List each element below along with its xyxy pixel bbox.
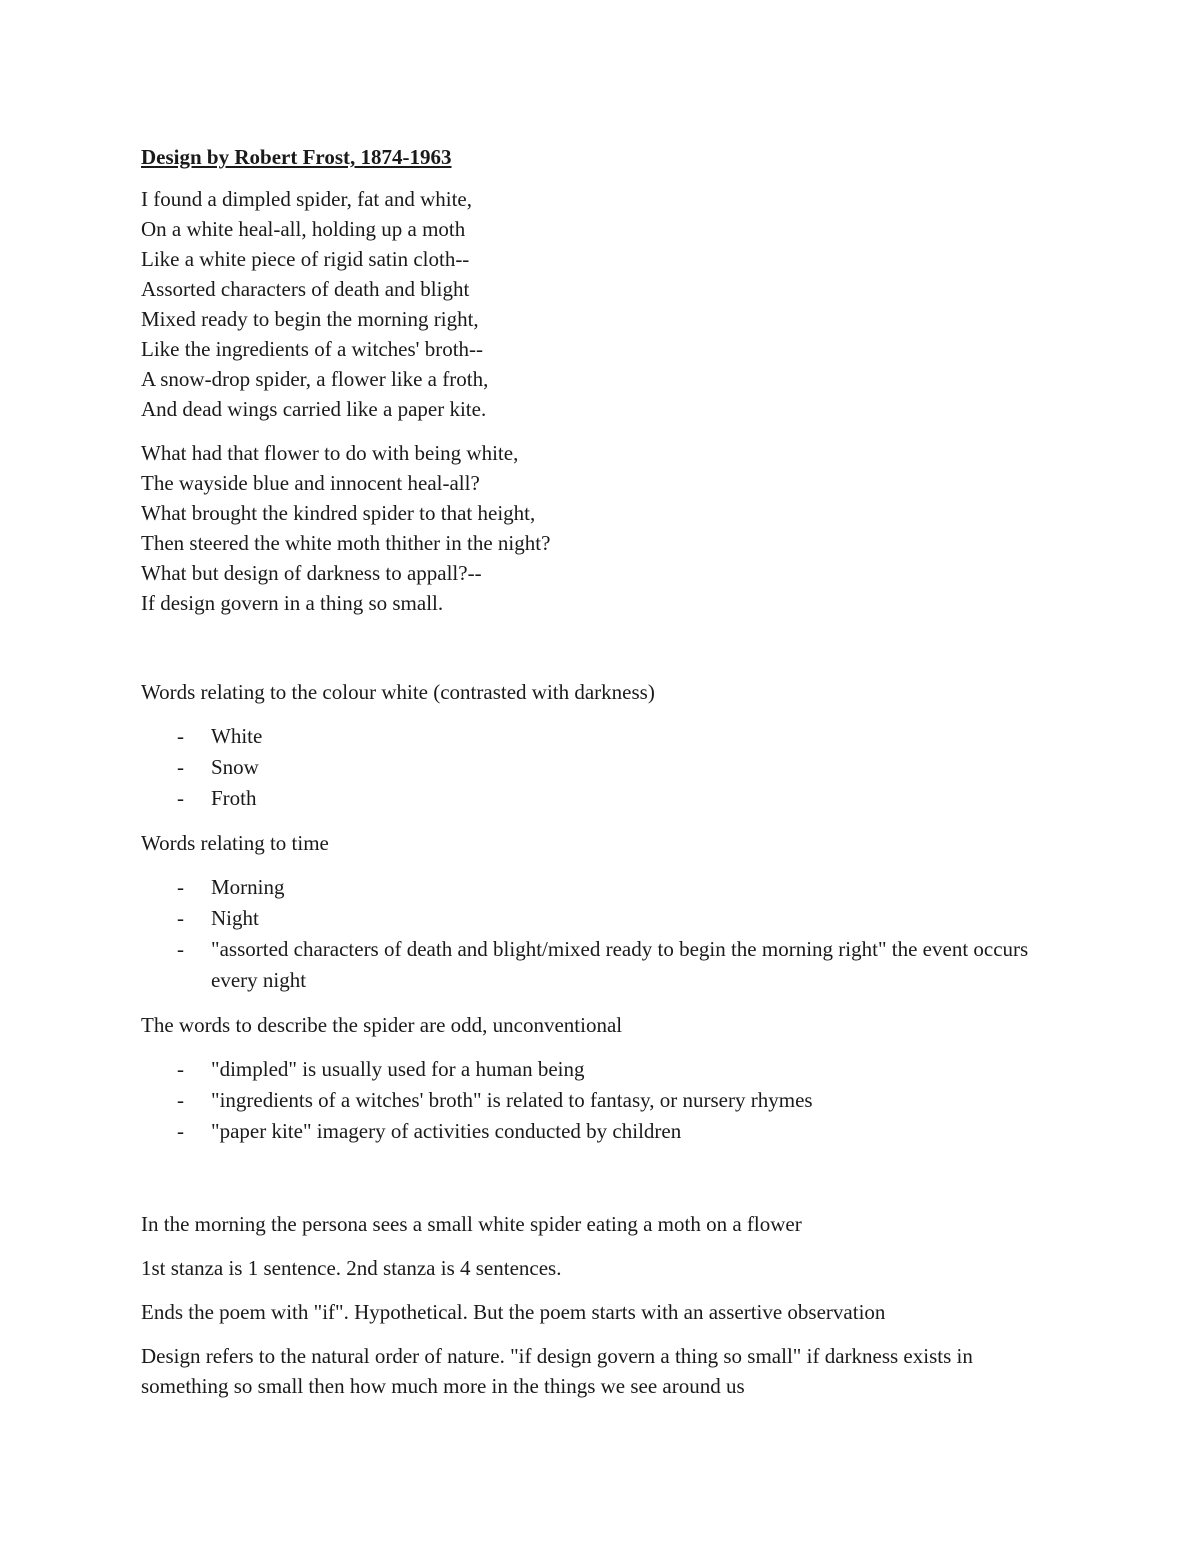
structure-note: 1st stanza is 1 sentence. 2nd stanza is 4 sentences. <box>141 1256 562 1280</box>
poem-line: I found a dimpled spider, fat and white, <box>141 187 472 211</box>
document-page <box>141 142 1061 1415</box>
dash-bullet: - <box>177 875 184 899</box>
poem-line: On a white heal-all, holding up a moth <box>141 217 466 241</box>
poem-line: Like a white piece of rigid satin cloth-- <box>141 247 470 271</box>
dash-bullet: - <box>177 937 184 961</box>
blank-space <box>141 632 1061 677</box>
poem-line: What but design of darkness to appall?-- <box>141 561 482 585</box>
dash-bullet: - <box>177 1057 184 1081</box>
poem-title: Design by Robert Frost, 1874-1963 <box>141 145 452 169</box>
dash-bullet: - <box>177 1088 184 1112</box>
dash-bullet: - <box>177 906 184 930</box>
dash-bullet: - <box>177 786 184 810</box>
poem-line: Assorted characters of death and blight <box>141 277 470 301</box>
poem-line: Mixed ready to begin the morning right, <box>141 307 479 331</box>
list-item: - Snow <box>141 752 1061 783</box>
white-words-heading: Words relating to the colour white (contrasted with darkness) <box>141 680 655 704</box>
design-meaning-note: Design refers to the natural order of nature. "if design govern a thing so small" if darkness exists in something so small then how much more in the things we see around us <box>141 1344 973 1398</box>
ending-note: Ends the poem with "if". Hypothetical. But the poem starts with an assertive observation <box>141 1300 886 1324</box>
list-item: - Froth <box>141 783 1061 814</box>
list-item: - "paper kite" imagery of activities conducted by children <box>141 1116 1061 1147</box>
summary-note: In the morning the persona sees a small white spider eating a moth on a flower <box>141 1212 802 1236</box>
poem-line: A snow-drop spider, a flower like a froth, <box>141 367 489 391</box>
poem-line: And dead wings carried like a paper kite. <box>141 397 487 421</box>
poem-line: The wayside blue and innocent heal-all? <box>141 471 480 495</box>
dash-bullet: - <box>177 724 184 748</box>
white-words-list <box>141 721 1061 814</box>
spider-words-list <box>141 1054 1061 1147</box>
list-item: - "ingredients of a witches' broth" is related to fantasy, or nursery rhymes <box>141 1085 1061 1116</box>
poem-line: What brought the kindred spider to that height, <box>141 501 536 525</box>
blank-space <box>141 1161 1061 1209</box>
poem-line: What had that flower to do with being white, <box>141 441 519 465</box>
list-item: - White <box>141 721 1061 752</box>
list-item: - "assorted characters of death and blight/mixed ready to begin the morning right" the event occurs every night <box>141 934 1061 996</box>
spider-words-heading: The words to describe the spider are odd, unconventional <box>141 1013 623 1037</box>
stanza-1 <box>141 184 1061 424</box>
list-item: - Morning <box>141 872 1061 903</box>
list-item: - "dimpled" is usually used for a human being <box>141 1054 1061 1085</box>
dash-bullet: - <box>177 1119 184 1143</box>
list-item: - Night <box>141 903 1061 934</box>
time-words-heading: Words relating to time <box>141 831 329 855</box>
poem-line: Like the ingredients of a witches' broth-- <box>141 337 484 361</box>
stanza-2 <box>141 438 1061 618</box>
poem-line: If design govern in a thing so small. <box>141 591 444 615</box>
poem-line: Then steered the white moth thither in the night? <box>141 531 551 555</box>
dash-bullet: - <box>177 755 184 779</box>
time-words-list <box>141 872 1061 996</box>
